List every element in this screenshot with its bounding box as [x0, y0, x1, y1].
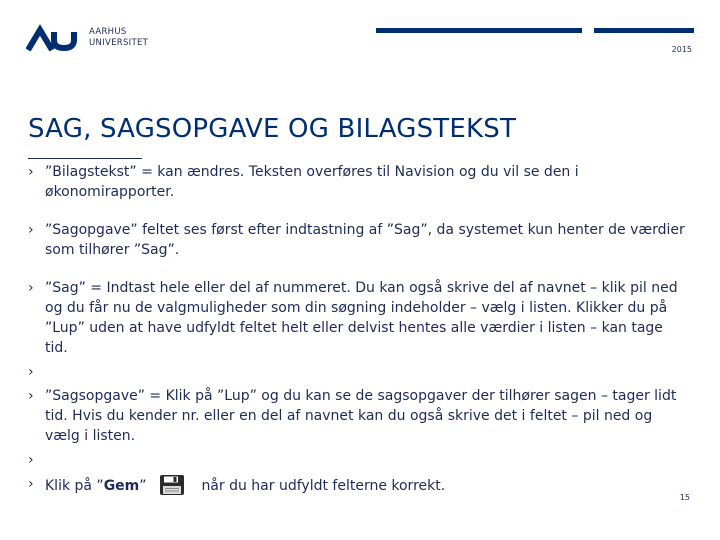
header-bar-right	[594, 28, 694, 33]
floppy-disk-icon	[159, 474, 185, 496]
bullet-empty	[28, 362, 690, 382]
bullet-text: ”Bilagstekst” = kan ændres. Teksten overføres til Navision og du vil se den i økonomirapporter.	[45, 164, 579, 200]
chevron-right-icon: ›	[28, 476, 34, 492]
bullet-bilagstekst	[28, 162, 690, 202]
gem-label: Gem	[103, 478, 140, 494]
chevron-right-icon: ›	[28, 164, 34, 180]
university-name-line2: UNIVERSITET	[89, 38, 149, 48]
chevron-right-icon: ›	[28, 364, 34, 380]
slide-title: SAG, SAGSOPGAVE OG BILAGSTEKST	[28, 114, 517, 144]
bullet-text: ”Sagsopgave” = Klik på ”Lup” og du kan se de sagsopgaver der tilhører sagen – tager lidt tid. Hvis du kender nr. eller en del af navnet kan du også skrive det i feltet – pil ned og vælg i listen.	[45, 388, 677, 444]
bullet-sag	[28, 278, 690, 358]
title-underline	[28, 158, 142, 159]
bullet-text: ”Sagopgave” feltet ses først efter indtastning af ”Sag”, da systemet kun henter de værdier som tilhører ”Sag”.	[45, 222, 685, 258]
aarhus-university-logo-icon	[26, 24, 78, 52]
year-label: 2015	[671, 45, 692, 54]
header-bar-left	[376, 28, 582, 33]
slide-content	[28, 162, 690, 496]
page-number: 15	[679, 493, 690, 502]
bullet-empty	[28, 450, 690, 470]
bullet-gem	[28, 474, 690, 496]
bullet-sagopgave	[28, 220, 690, 260]
bullet-text-after: når du har udfyldt felterne korrekt.	[201, 478, 446, 494]
chevron-right-icon: ›	[28, 222, 34, 238]
bullet-text-quote: ”	[139, 478, 147, 494]
bullet-text-before: Klik på ”	[45, 478, 104, 494]
bullet-text: ”Sag” = Indtast hele eller del af nummeret. Du kan også skrive del af navnet – klik pil ned og du får nu de valgmuligheder som din søgning indeholder – vælg i listen. Klikker du på ”Lup” uden at have udfyldt feltet helt eller delvist hentes alle værdier i listen – kan tage tid.	[45, 280, 678, 356]
chevron-right-icon: ›	[28, 452, 34, 468]
university-name	[89, 27, 148, 49]
chevron-right-icon: ›	[28, 280, 34, 296]
chevron-right-icon: ›	[28, 388, 34, 404]
bullet-sagsopgave	[28, 386, 690, 446]
university-name-line1: AARHUS	[89, 27, 127, 37]
